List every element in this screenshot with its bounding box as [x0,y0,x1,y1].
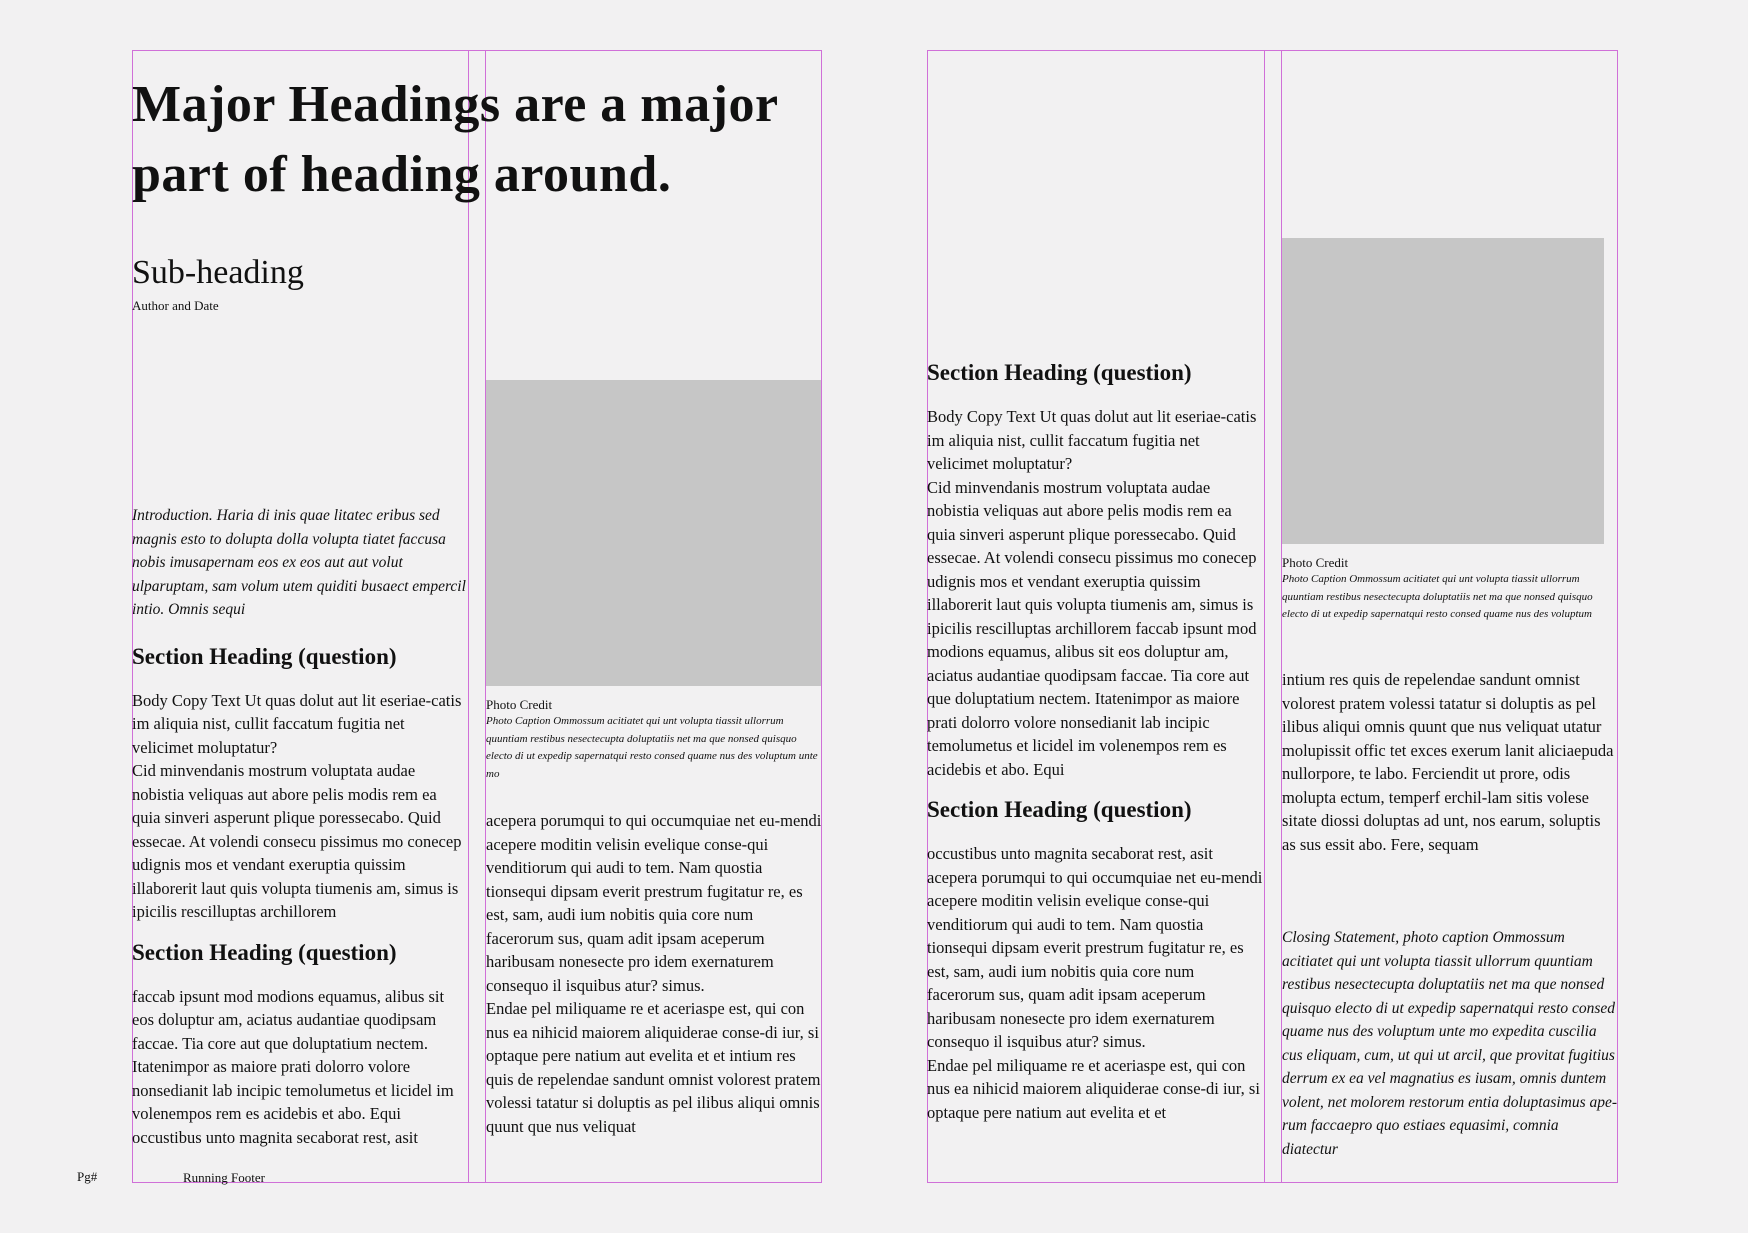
body-copy: faccab ipsunt mod modions equamus, alibus sit eos doluptur am, aciatus audantiae quodipsam faccae. Tia core aut que doluptatium nectem. Itatenimpor as maiore prati dolorro volore nonsedianit lab incipic temolumetus et licidel im volenempos rem es acidebis et abo. Equi occustibus unto magnita secaborat rest, asit [132,986,454,1147]
body-copy: Body Copy Text Ut quas dolut aut lit eseriae-catis im aliquia nist, cullit faccatum fugitia net velicimet moluptatur? Cid minvendanis mostrum voluptata audae nobistia veliquas aut abore pelis modis rem ea quia sinveri asperunt plique poressecabo. Quid essecae. At volendi consecu pissimus mo conecep udignis mos et vendant exeruptia quissim illaborerit laut quis volupta tiumenis am, simus is ipicilis rescilluptas archillorem faccab ipsunt mod modions equamus, alibus sit eos doluptur am, aciatus audantiae quodipsam faccae. Tia core aut que doluptatium nectem. Itatenimpor as maiore prati dolorro volore nonsedianit lab incipic temolumetus et licidel im volenempos rem es acidebis et abo. Equi [927,407,1257,779]
body-copy: acepera porumqui to qui occumquiae net eu-mendi acepere moditin velisin evelique conse-qui venditiorum qui audi to tem. Nam quostia tionsequi dipsam everit prestrum fugitatur re, es est, sam, audi ium nobitis quia core num facerorum sus, quam adit ipsam aceperum haribusam nonesecte pro idem exernaturem consequo il isquibus atur? simus. Endae pel miliquame re et aceriaspe est, qui con nus ea nihicid maiorem aliquiderae conse-di iur, si optaque pere natium aut evelita et et intium res quis de repelendae sandunt omnist volorest pratem volessi tatatur si doluptis as pel ilibus aliqui omnis quunt que nus veliquat [486,811,822,1136]
section-heading: Section Heading (question) [927,360,1192,385]
photo-placeholder [486,380,821,686]
body-copy: occustibus unto magnita secaborat rest, asit acepera porumqui to qui occumquiae net eu-mendi acepere moditin velisin evelique conse-qui venditiorum qui audi to tem. Nam quostia tionsequi dipsam everit prestrum fugitatur re, es est, sam, audi ium nobitis quia core num facerorum sus, quam adit ipsam aceperum haribusam nonesecte pro idem exernaturem consequo il isquibus atur? simus. Endae pel miliquame re et aceriaspe est, qui con nus ea nihicid maiorem aliquiderae conse-di iur, si optaque pere natium aut evelita et et [927,844,1263,1122]
sub-heading: Sub-heading [132,254,304,291]
major-heading: Major Headings are a major part of heading around. [132,76,778,203]
section-heading: Section Heading (question) [132,939,397,965]
closing-statement: Closing Statement, photo caption Ommossum acitiatet qui unt volupta tiassit ullorrum quuntiam restibus nesectecupta doluptatiis net ma que nonsed quisquo electo di ut expedip sapernatqui resto consed quame nus des voluptum unte mo expedita cuscilia cus eliquam, cum, ut qui ut arcil, que provitat fugitius derrum ex ea vel magnatius es iusam, omnis duntem volent, net molorem restorum entia doluptasimus ape-rum faccaepro quo estiaes equasimi, comnia diatectur [1282,929,1618,1158]
photo-caption: Photo Caption Ommossum acitiatet qui unt volupta tiassit ullorrum quuntiam restibus nesectecupta doluptatiis net ma que nonsed quisquo electo di ut expedip sapernatqui resto consed quame nus des voluptum unte mo [486,715,818,780]
photo-caption: Photo Caption Ommossum acitiatet qui unt volupta tiassit ullorrum quuntiam restibus nesectecupta doluptatiis net ma que nonsed quisquo electo di ut expedip sapernatqui resto consed quame nus des voluptum [1282,573,1593,620]
body-copy: intium res quis de repelendae sandunt omnist volorest pratem volessi tatatur si doluptis as pel ilibus aliqui omnis quunt que nus veliquat utatur molupissit offic tet exces exerum lanit aliciaepuda nullorpore, te labo. Ferciendit ut prore, odis molupta ectum, temperf erchil-lam sitis volese sitate diossi doluptas ad unt, nos earum, soluptis as sus essit abo. Fere, sequam [1282,670,1614,854]
section-heading: Section Heading (question) [132,643,397,669]
left-page-column-guide [468,50,469,1183]
photo-caption-block [486,697,822,783]
photo-caption-block [1282,555,1604,624]
right-column-1 [927,358,1264,1124]
photo-placeholder [1282,238,1604,544]
section-heading: Section Heading (question) [927,797,1192,822]
photo-credit: Photo Credit [486,697,553,712]
body-copy: Body Copy Text Ut quas dolut aut lit eseriae-catis im aliquia nist, cullit faccatum fugitia net velicimet moluptatur? Cid minvendanis mostrum voluptata audae nobistia veliquas aut abore pelis modis rem ea quia sinveri asperunt plique poressecabo. Quid essecae. At volendi consecu pissimus mo conecep udignis mos et vendant exeruptia quissim illaborerit laut quis volupta tiumenis am, simus is ipicilis rescilluptas archillorem [132,690,462,921]
left-column-1 [132,504,468,1149]
page-number: Pg# [77,1169,98,1184]
running-footer: Running Footer [183,1170,265,1185]
right-page-column-guide [1264,50,1265,1183]
introduction-text: Introduction. Haria di inis quae litatec eribus sed magnis esto to dolupta dolla volupta tiatet faccusa nobis imusapernam eos ex eos aut aut volut ulparuptam, sam volum utem quiditi busaect empercil intio. Omnis sequi [132,507,466,618]
author-and-date: Author and Date [132,298,219,313]
photo-credit: Photo Credit [1282,555,1349,570]
